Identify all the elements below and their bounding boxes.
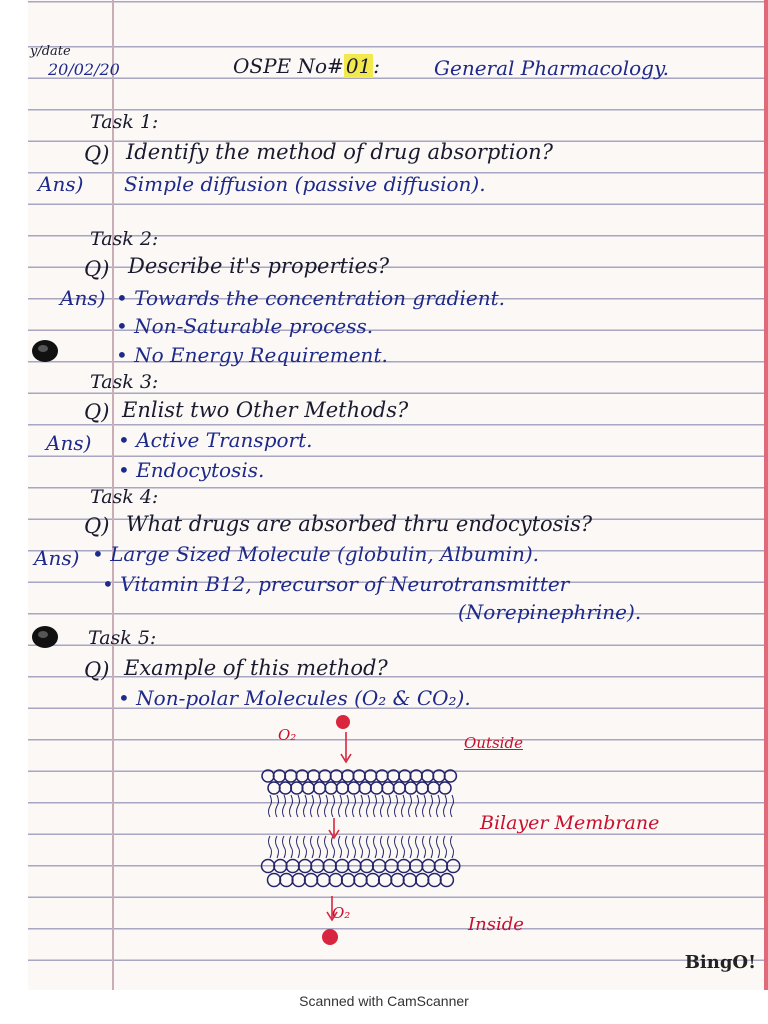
lipid-tail bbox=[325, 795, 328, 817]
lipid-head bbox=[285, 770, 297, 782]
lipid-head bbox=[428, 874, 441, 887]
lipid-head bbox=[342, 770, 354, 782]
lipid-head bbox=[299, 860, 312, 873]
lipid-head bbox=[280, 874, 293, 887]
lipid-head bbox=[422, 860, 435, 873]
lipid-tail bbox=[283, 795, 286, 817]
bilayer-diagram bbox=[28, 0, 768, 990]
lipid-head bbox=[308, 770, 320, 782]
lipid-tail bbox=[381, 836, 384, 858]
task-label: Task 3: bbox=[90, 371, 159, 393]
lipid-tail bbox=[374, 836, 377, 858]
lipid-head bbox=[359, 782, 371, 794]
answer-marker: Ans) bbox=[38, 172, 84, 196]
lipid-head bbox=[279, 782, 291, 794]
lipid-head bbox=[325, 782, 337, 794]
answer-marker: Ans) bbox=[60, 286, 106, 310]
inside-label: Inside bbox=[468, 914, 524, 935]
lipid-head bbox=[274, 860, 287, 873]
lipid-tail bbox=[381, 795, 384, 817]
lipid-tail bbox=[409, 795, 412, 817]
lipid-tail bbox=[367, 795, 370, 817]
question-marker: Q) bbox=[84, 514, 110, 538]
lipid-head bbox=[291, 782, 303, 794]
lipid-tail bbox=[451, 795, 454, 817]
lipid-head bbox=[305, 874, 318, 887]
answer: • Non-polar Molecules (O₂ & CO₂). bbox=[118, 686, 471, 710]
lipid-tail bbox=[276, 836, 279, 858]
lipid-head bbox=[416, 874, 429, 887]
o2-label-bottom: O₂ bbox=[332, 904, 351, 922]
outside-label: Outside bbox=[464, 734, 523, 752]
lipid-head bbox=[382, 782, 394, 794]
lipid-head bbox=[329, 874, 342, 887]
question-marker: Q) bbox=[84, 142, 110, 166]
membrane-label: Bilayer Membrane bbox=[480, 812, 660, 834]
lipid-head bbox=[397, 860, 410, 873]
lipid-head bbox=[262, 770, 274, 782]
lipid-tail bbox=[346, 836, 349, 858]
date-label: y/date bbox=[30, 44, 71, 59]
task-label: Task 5: bbox=[88, 627, 157, 649]
lipid-tail bbox=[311, 836, 314, 858]
lipid-tail bbox=[437, 795, 440, 817]
lipid-head bbox=[354, 874, 367, 887]
lipid-head bbox=[391, 874, 404, 887]
lipid-head bbox=[317, 874, 330, 887]
ospe-number: 01 bbox=[345, 54, 372, 78]
question-marker: Q) bbox=[84, 400, 110, 424]
lipid-head bbox=[428, 782, 440, 794]
lipid-tail bbox=[416, 836, 419, 858]
bingo-logo: BingO! bbox=[684, 952, 756, 973]
lipid-head bbox=[336, 860, 349, 873]
lipid-head bbox=[405, 782, 417, 794]
lipid-tail bbox=[444, 795, 447, 817]
lipid-tail bbox=[402, 795, 405, 817]
lipid-tail bbox=[318, 836, 321, 858]
lipid-tail bbox=[395, 836, 398, 858]
question: Describe it's properties? bbox=[128, 254, 390, 278]
answer: • Active Transport. bbox=[118, 428, 313, 452]
lipid-tail bbox=[283, 836, 286, 858]
lipid-tail bbox=[325, 836, 328, 858]
lipid-head bbox=[373, 860, 386, 873]
lipid-tail bbox=[444, 836, 447, 858]
lipid-head bbox=[416, 782, 428, 794]
lipid-head bbox=[393, 782, 405, 794]
lipid-tail bbox=[353, 795, 356, 817]
lipid-head bbox=[311, 860, 324, 873]
membrane-lower-heads-inner bbox=[268, 874, 454, 887]
lipid-head bbox=[365, 770, 377, 782]
o2-molecule-bottom bbox=[322, 929, 338, 945]
question: Identify the method of drug absorption? bbox=[126, 140, 553, 164]
lipid-head bbox=[268, 782, 280, 794]
lipid-head bbox=[348, 782, 360, 794]
question: What drugs are absorbed thru endocytosis? bbox=[126, 512, 593, 536]
lipid-head bbox=[385, 860, 398, 873]
lipid-head bbox=[410, 860, 423, 873]
lipid-tail bbox=[339, 795, 342, 817]
lipid-head bbox=[434, 860, 447, 873]
lipid-tail bbox=[297, 836, 300, 858]
task-label: Task 2: bbox=[90, 228, 159, 250]
task-label: Task 1: bbox=[90, 111, 159, 133]
membrane-upper-heads bbox=[262, 770, 456, 782]
answer: • Vitamin B12, precursor of Neurotransmitter bbox=[102, 572, 570, 596]
o2-label-top: O₂ bbox=[278, 726, 297, 744]
answer: • No Energy Requirement. bbox=[116, 343, 388, 367]
lipid-head bbox=[273, 770, 285, 782]
lipid-head bbox=[399, 770, 411, 782]
lipid-tail bbox=[269, 836, 272, 858]
scanner-watermark: Scanned with CamScanner bbox=[299, 993, 469, 1009]
lipid-tail bbox=[409, 836, 412, 858]
lipid-tail bbox=[451, 836, 454, 858]
lipid-tail bbox=[297, 795, 300, 817]
answer: Simple diffusion (passive diffusion). bbox=[124, 172, 486, 196]
lipid-head bbox=[371, 782, 383, 794]
lipid-tail bbox=[304, 795, 307, 817]
lipid-head bbox=[410, 770, 422, 782]
lipid-head bbox=[376, 770, 388, 782]
lipid-head bbox=[314, 782, 326, 794]
lipid-tail bbox=[353, 836, 356, 858]
lipid-tail bbox=[290, 836, 293, 858]
lipid-head bbox=[319, 770, 331, 782]
ospe-title: OSPE No# 01 : bbox=[233, 54, 381, 78]
lipid-head bbox=[422, 770, 434, 782]
lipid-head bbox=[379, 874, 392, 887]
lipid-tail bbox=[388, 795, 391, 817]
membrane-lower-tails bbox=[269, 836, 454, 858]
question-marker: Q) bbox=[84, 658, 110, 682]
lipid-head bbox=[447, 860, 460, 873]
lipid-head bbox=[444, 770, 456, 782]
date: 20/02/20 bbox=[48, 60, 120, 79]
lipid-head bbox=[360, 860, 373, 873]
subject-title: General Pharmacology. bbox=[434, 56, 669, 80]
lipid-head bbox=[342, 874, 355, 887]
lipid-tail bbox=[311, 795, 314, 817]
lipid-head bbox=[433, 770, 445, 782]
lipid-head bbox=[296, 770, 308, 782]
lipid-tail bbox=[430, 836, 433, 858]
o2-molecule-top bbox=[336, 715, 350, 729]
answer: • Large Sized Molecule (globulin, Albumin). bbox=[92, 542, 540, 566]
lipid-tail bbox=[332, 795, 335, 817]
answer-marker: Ans) bbox=[34, 546, 80, 570]
answer-marker: Ans) bbox=[46, 431, 92, 455]
answer: (Norepinephrine). bbox=[458, 600, 642, 624]
lipid-head bbox=[286, 860, 299, 873]
lipid-head bbox=[403, 874, 416, 887]
lipid-tail bbox=[318, 795, 321, 817]
lipid-head bbox=[440, 874, 453, 887]
lipid-head bbox=[292, 874, 305, 887]
lipid-tail bbox=[367, 836, 370, 858]
lipid-head bbox=[353, 770, 365, 782]
lipid-tail bbox=[304, 836, 307, 858]
membrane-lower-heads bbox=[262, 860, 460, 873]
lipid-head bbox=[330, 770, 342, 782]
lipid-tail bbox=[360, 795, 363, 817]
lipid-head bbox=[387, 770, 399, 782]
lipid-tail bbox=[423, 836, 426, 858]
lipid-head bbox=[336, 782, 348, 794]
answer: • Non-Saturable process. bbox=[116, 314, 374, 338]
lipid-tail bbox=[276, 795, 279, 817]
answer: • Towards the concentration gradient. bbox=[116, 286, 505, 310]
lipid-head bbox=[348, 860, 361, 873]
lipid-head bbox=[366, 874, 379, 887]
lipid-head bbox=[268, 874, 281, 887]
lipid-tail bbox=[423, 795, 426, 817]
notebook-page bbox=[28, 0, 768, 990]
lipid-tail bbox=[290, 795, 293, 817]
lipid-tail bbox=[395, 795, 398, 817]
question: Enlist two Other Methods? bbox=[122, 398, 409, 422]
lipid-head bbox=[323, 860, 336, 873]
question: Example of this method? bbox=[124, 656, 388, 680]
lipid-tail bbox=[402, 836, 405, 858]
lipid-tail bbox=[437, 836, 440, 858]
membrane-upper-heads-inner bbox=[268, 782, 451, 794]
answer: • Endocytosis. bbox=[118, 458, 265, 482]
lipid-tail bbox=[374, 795, 377, 817]
lipid-tail bbox=[339, 836, 342, 858]
lipid-tail bbox=[269, 795, 272, 817]
lipid-head bbox=[262, 860, 275, 873]
lipid-tail bbox=[346, 795, 349, 817]
membrane-upper-tails bbox=[269, 795, 454, 817]
lipid-tail bbox=[388, 836, 391, 858]
lipid-tail bbox=[360, 836, 363, 858]
lipid-tail bbox=[416, 795, 419, 817]
task-label: Task 4: bbox=[90, 486, 159, 508]
lipid-tail bbox=[430, 795, 433, 817]
lipid-head bbox=[302, 782, 314, 794]
lipid-head bbox=[439, 782, 451, 794]
question-marker: Q) bbox=[84, 257, 110, 281]
